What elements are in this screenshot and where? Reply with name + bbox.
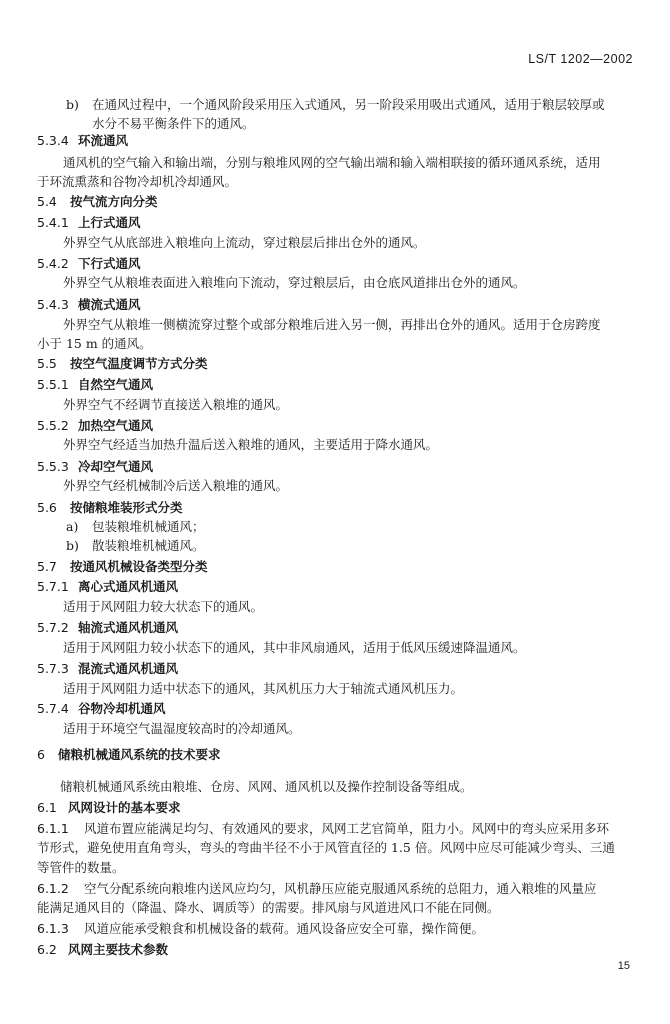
paragraph-text: 风道布置应能满足均匀、有效通风的要求，风网工艺官简单，阻力小。风网中的弯头应采用多环: [84, 821, 610, 836]
paragraph-text: 外界空气经适当加热升温后送入粮堆的通风，主要适用于降水通风。: [63, 437, 439, 452]
paragraph-text: 能满足通风目的（降温、降水、调质等）的需要。排风扇与风道进风口不能在同侧。: [37, 900, 500, 915]
clause-number: 6.1.3: [37, 921, 69, 936]
paragraph-text: 空气分配系统向粮堆内送风应均匀，风机静压应能克服通风系统的总阻力，通入粮堆的风量应: [84, 881, 597, 896]
paragraph-text: 储粮机械通风系统由粮堆、仓房、风网、通风机以及操作控制设备等组成。: [60, 779, 473, 794]
clause-title: 加热空气通风: [78, 418, 154, 433]
clause-number: 5.7.3: [37, 661, 69, 676]
clause-title: 轴流式通风机通风: [78, 620, 179, 635]
clause-title: 下行式通风: [78, 256, 141, 271]
paragraph-text: 适用于风网阻力较大状态下的通风。: [63, 599, 264, 614]
clause-number: 5.6: [37, 500, 57, 515]
clause-number: 6: [37, 747, 45, 762]
clause-number: 5.7: [37, 559, 57, 574]
clause-title: 上行式通风: [78, 215, 141, 230]
clause-number: 5.3.4: [37, 133, 69, 148]
clause-title: 冷却空气通风: [78, 459, 154, 474]
list-marker: b): [66, 538, 79, 553]
clause-title: 谷物冷却机通风: [78, 701, 166, 716]
clause-number: 5.7.4: [37, 701, 69, 716]
paragraph-text: 节形式，避免使用直角弯头，弯头的弯曲半径不小于风管直径的 1.5 倍。风网中应尽可能减少弯头、三通: [37, 840, 615, 855]
clause-number: 5.5.1: [37, 377, 69, 392]
clause-number: 6.1: [37, 800, 57, 815]
paragraph-text: 散装粮堆机械通风。: [92, 538, 205, 553]
clause-number: 5.5.3: [37, 459, 69, 474]
clause-number: 5.5.2: [37, 418, 69, 433]
clause-title: 风网设计的基本要求: [68, 800, 181, 815]
paragraph-text: 等管件的数量。: [37, 860, 125, 875]
clause-title: 离心式通风机通风: [78, 579, 179, 594]
page-number: 15: [617, 960, 630, 972]
clause-title: 按储粮堆装形式分类: [70, 500, 183, 515]
paragraph-text: 风道应能承受粮食和机械设备的载荷。通风设备应安全可靠，操作简便。: [84, 921, 485, 936]
clause-title: 储粮机械通风系统的技术要求: [58, 747, 221, 762]
paragraph-text: 外界空气经机械制冷后送入粮堆的通风。: [63, 478, 289, 493]
clause-title: 按气流方向分类: [70, 194, 158, 209]
clause-title: 自然空气通风: [78, 377, 154, 392]
paragraph-text: 适用于风网阻力适中状态下的通风，其风机压力大于轴流式通风机压力。: [63, 681, 464, 696]
paragraph-text: 于环流熏蒸和谷物冷却机冷却通风。: [37, 174, 238, 189]
clause-number: 5.4.1: [37, 215, 69, 230]
clause-title: 混流式通风机通风: [78, 661, 179, 676]
clause-title: 环流通风: [78, 133, 129, 148]
list-marker: b): [66, 97, 79, 112]
paragraph-text: 外界空气不经调节直接送入粮堆的通风。: [63, 397, 289, 412]
paragraph-text: 外界空气从粮堆一侧横流穿过整个或部分粮堆后进入另一侧，再排出仓外的通风。适用于仓房跨度: [63, 317, 601, 332]
paragraph-text: 外界空气从粮堆表面进入粮堆向下流动，穿过粮层后，由仓底风道排出仓外的通风。: [63, 275, 526, 290]
clause-number: 6.1.1: [37, 821, 69, 836]
clause-number: 5.4.3: [37, 297, 69, 312]
clause-title: 风网主要技术参数: [68, 942, 169, 957]
clause-title: 横流式通风: [78, 297, 141, 312]
list-marker: a): [66, 519, 79, 534]
paragraph-text: 适用于环境空气温湿度较高时的冷却通风。: [63, 721, 301, 736]
paragraph-text: 通风机的空气输入和输出端，分别与粮堆风网的空气输出端和输入端相联接的循环通风系统，适用: [63, 155, 601, 170]
clause-number: 6.1.2: [37, 881, 69, 896]
paragraph-text: 包装粮堆机械通风；: [92, 519, 205, 534]
paragraph-text: 小于 15 m 的通风。: [37, 336, 152, 351]
clause-number: 5.4: [37, 194, 57, 209]
paragraph-text: 在通风过程中，一个通风阶段采用压入式通风，另一阶段采用吸出式通风，适用于粮层较厚或: [92, 97, 605, 112]
clause-number: 6.2: [37, 942, 57, 957]
paragraph-text: 适用于风网阻力较小状态下的通风，其中非风扇通风，适用于低风压缓速降温通风。: [63, 640, 526, 655]
paragraph-text: 水分不易平衡条件下的通风。: [92, 116, 255, 131]
clause-number: 5.4.2: [37, 256, 69, 271]
clause-number: 5.5: [37, 356, 57, 371]
paragraph-text: 外界空气从底部进入粮堆向上流动，穿过粮层后排出仓外的通风。: [63, 235, 426, 250]
clause-number: 5.7.2: [37, 620, 69, 635]
clause-number: 5.7.1: [37, 579, 69, 594]
clause-title: 按通风机械设备类型分类: [70, 559, 208, 574]
standard-number-header: LS/T 1202—2002: [528, 52, 633, 66]
clause-title: 按空气温度调节方式分类: [70, 356, 208, 371]
